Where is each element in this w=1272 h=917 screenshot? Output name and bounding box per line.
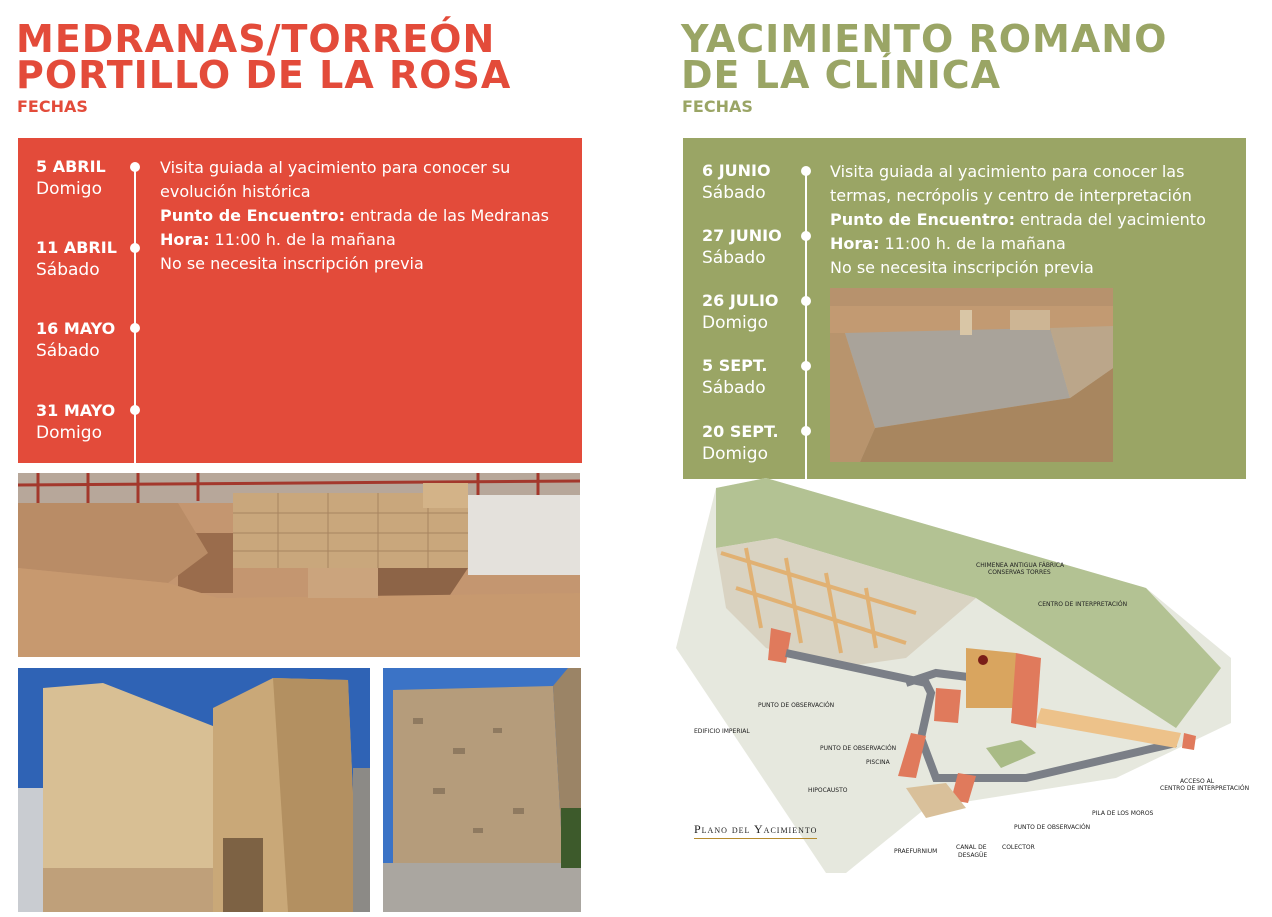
left-date-4-day: Domigo bbox=[36, 423, 102, 443]
right-date-4-day: Sábado bbox=[702, 378, 766, 398]
right-date-3 bbox=[702, 290, 779, 334]
map-label-centro: CENTRO DE INTERPRETACIÓN bbox=[1038, 601, 1128, 608]
left-date-4-date: 31 MAYO bbox=[36, 401, 116, 420]
right-timeline-dot bbox=[801, 296, 811, 306]
left-hour-value: 11:00 h. de la mañana bbox=[209, 230, 396, 249]
left-timeline-dot bbox=[130, 162, 140, 172]
left-date-3-date: 16 MAYO bbox=[36, 319, 116, 338]
map-label-edificio: EDIFICIO IMPERIAL bbox=[694, 728, 750, 735]
torreon-photo bbox=[18, 668, 370, 912]
right-date-1 bbox=[702, 160, 771, 204]
right-hour bbox=[830, 232, 1242, 256]
left-date-2-date: 11 ABRIL bbox=[36, 238, 117, 257]
left-date-3-day: Sábado bbox=[36, 341, 100, 361]
right-date-5-date: 20 SEPT. bbox=[702, 422, 779, 441]
map-label-piscina: PISCINA bbox=[866, 759, 890, 766]
left-date-1-date: 5 ABRIL bbox=[36, 157, 106, 176]
left-timeline-line bbox=[134, 164, 136, 463]
right-meeting-value: entrada del yacimiento bbox=[1014, 210, 1206, 229]
left-desc-line2: evolución histórica bbox=[160, 182, 311, 201]
left-timeline-dot bbox=[130, 405, 140, 415]
right-date-5 bbox=[702, 421, 779, 465]
right-description bbox=[830, 160, 1242, 280]
right-title-line2: DE LA CLÍNICA bbox=[681, 53, 1002, 97]
left-description bbox=[160, 156, 575, 276]
left-timeline-dot bbox=[130, 243, 140, 253]
roman-ruins-photo bbox=[830, 288, 1113, 462]
left-hour bbox=[160, 228, 575, 252]
right-date-2-day: Sábado bbox=[702, 248, 766, 268]
right-desc-line2: termas, necrópolis y centro de interpretación bbox=[830, 186, 1192, 205]
left-hour-label: Hora: bbox=[160, 230, 210, 249]
right-title-line1: YACIMIENTO ROMANO bbox=[681, 17, 1168, 61]
map-label-acceso-2: CENTRO DE INTERPRETACIÓN bbox=[1160, 785, 1250, 792]
right-date-4-date: 5 SEPT. bbox=[702, 356, 768, 375]
left-date-1-day: Domigo bbox=[36, 179, 102, 199]
left-date-3 bbox=[36, 318, 115, 362]
site-map bbox=[676, 478, 1250, 878]
left-title-line2: PORTILLO DE LA ROSA bbox=[16, 53, 512, 97]
right-date-2 bbox=[702, 225, 782, 269]
left-meeting-label: Punto de Encuentro: bbox=[160, 206, 345, 225]
left-date-2 bbox=[36, 237, 117, 281]
right-date-1-date: 6 JUNIO bbox=[702, 161, 771, 180]
map-label-punto-obs-2: PUNTO DE OBSERVACIÓN bbox=[820, 745, 897, 752]
right-timeline-dot bbox=[801, 426, 811, 436]
right-hour-value: 11:00 h. de la mañana bbox=[879, 234, 1066, 253]
right-hour-label: Hora: bbox=[830, 234, 880, 253]
left-date-2-day: Sábado bbox=[36, 260, 100, 280]
right-date-1-day: Sábado bbox=[702, 183, 766, 203]
right-timeline-dot bbox=[801, 166, 811, 176]
right-meeting-label: Punto de Encuentro: bbox=[830, 210, 1015, 229]
map-label-punto-obs-1: PUNTO DE OBSERVACIÓN bbox=[758, 702, 835, 709]
right-date-5-day: Domigo bbox=[702, 444, 768, 464]
right-date-3-day: Domigo bbox=[702, 313, 768, 333]
map-label-praefurnium: PRAEFURNIUM bbox=[894, 848, 938, 855]
map-label-canal-1: CANAL DE bbox=[956, 844, 987, 851]
right-desc-line1: Visita guiada al yacimiento para conocer las bbox=[830, 162, 1185, 181]
left-desc-line1: Visita guiada al yacimiento para conocer su bbox=[160, 158, 511, 177]
left-schedule-panel bbox=[18, 138, 582, 463]
map-label-canal-2: DESAGÜE bbox=[958, 852, 988, 859]
map-label-acceso-1: ACCESO AL bbox=[1180, 778, 1215, 785]
right-date-3-date: 26 JULIO bbox=[702, 291, 779, 310]
left-title-line1: MEDRANAS/TORREÓN bbox=[16, 17, 496, 61]
left-date-1 bbox=[36, 156, 106, 200]
map-label-punto-obs-3: PUNTO DE OBSERVACIÓN bbox=[1014, 824, 1091, 831]
left-meeting-point bbox=[160, 204, 575, 228]
left-note: No se necesita inscripción previa bbox=[160, 254, 424, 273]
medranas-excavation-photo bbox=[18, 473, 580, 657]
right-timeline-dot bbox=[801, 361, 811, 371]
right-note: No se necesita inscripción previa bbox=[830, 258, 1094, 277]
right-fechas-label: FECHAS bbox=[682, 97, 753, 116]
right-timeline-dot bbox=[801, 231, 811, 241]
map-label-pila: PILA DE LOS MOROS bbox=[1092, 810, 1154, 817]
map-label-hipocausto: HIPOCAUSTO bbox=[808, 787, 848, 794]
left-date-4 bbox=[36, 400, 115, 444]
left-timeline-dot bbox=[130, 323, 140, 333]
map-title: Plano del Yacimiento bbox=[694, 822, 817, 839]
portillo-wall-photo bbox=[383, 668, 581, 912]
right-date-4 bbox=[702, 355, 767, 399]
right-schedule-panel bbox=[683, 138, 1246, 479]
right-meeting-point bbox=[830, 208, 1242, 232]
left-meeting-value: entrada de las Medranas bbox=[344, 206, 549, 225]
right-date-2-date: 27 JUNIO bbox=[702, 226, 782, 245]
map-label-chimenea-2: CONSERVAS TORRES bbox=[988, 569, 1051, 576]
map-label-chimenea-1: CHIMENEA ANTIGUA FÁBRICA bbox=[976, 562, 1065, 569]
map-label-colector: COLECTOR bbox=[1002, 844, 1035, 851]
left-fechas-label: FECHAS bbox=[17, 97, 88, 116]
